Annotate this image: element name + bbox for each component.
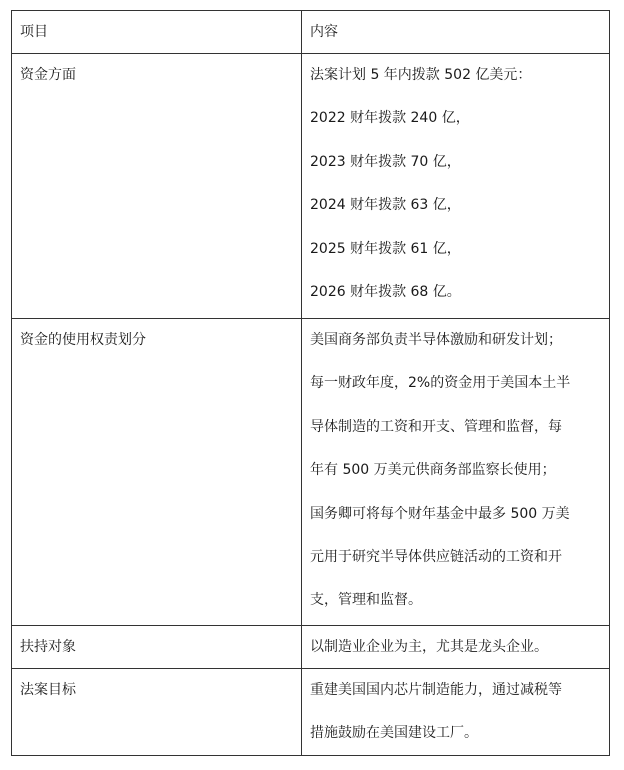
header-content-label: 内容 [310,24,338,40]
row-label: 法案目标 [20,682,76,698]
content-line: 美国商务部负责半导体激励和研发计划； [310,332,562,348]
content-line: 导体制造的工资和开支、管理和监督，每 [310,418,562,435]
content-line: 元用于研究半导体供应链活动的工资和开 [310,548,562,565]
content-line: 每一财政年度，2%的资金用于美国本土半 [310,375,571,392]
row-content-cell [302,319,610,626]
content-line: 重建美国国内芯片制造能力，通过减税等 [310,682,562,698]
content-line: 支，管理和监督。 [310,592,422,609]
content-line: 2025 财年拨款 61 亿， [310,240,461,257]
header-cell-content [302,11,610,54]
content-line: 国务卿可将每个财年基金中最多 500 万美 [310,505,570,522]
content-line: 年有 500 万美元供商务部监察长使用； [310,462,556,479]
header-cell-item [12,11,302,54]
row-label: 资金方面 [20,67,76,83]
content-line: 2022 财年拨款 240 亿， [310,110,470,127]
table-row [12,319,610,626]
table-row [12,54,610,319]
row-content-cell [302,669,610,756]
row-content-cell [302,626,610,669]
content-line: 2023 财年拨款 70 亿， [310,153,461,170]
table-row [12,669,610,756]
row-label-cell [12,54,302,319]
content-line: 2024 财年拨款 63 亿， [310,197,461,214]
table-header-row [12,11,610,54]
row-label: 资金的使用权责划分 [20,332,146,348]
row-label: 扶持对象 [20,639,76,655]
row-content-cell [302,54,610,319]
header-item-label: 项目 [20,24,48,40]
policy-table [11,10,610,756]
content-line: 法案计划 5 年内拨款 502 亿美元： [310,67,532,83]
content-line: 措施鼓励在美国建设工厂。 [310,725,478,742]
row-label-cell [12,626,302,669]
table-row [12,626,610,669]
row-label-cell [12,319,302,626]
content-line: 以制造业企业为主，尤其是龙头企业。 [310,639,548,655]
row-label-cell [12,669,302,756]
content-line: 2026 财年拨款 68 亿。 [310,283,461,300]
